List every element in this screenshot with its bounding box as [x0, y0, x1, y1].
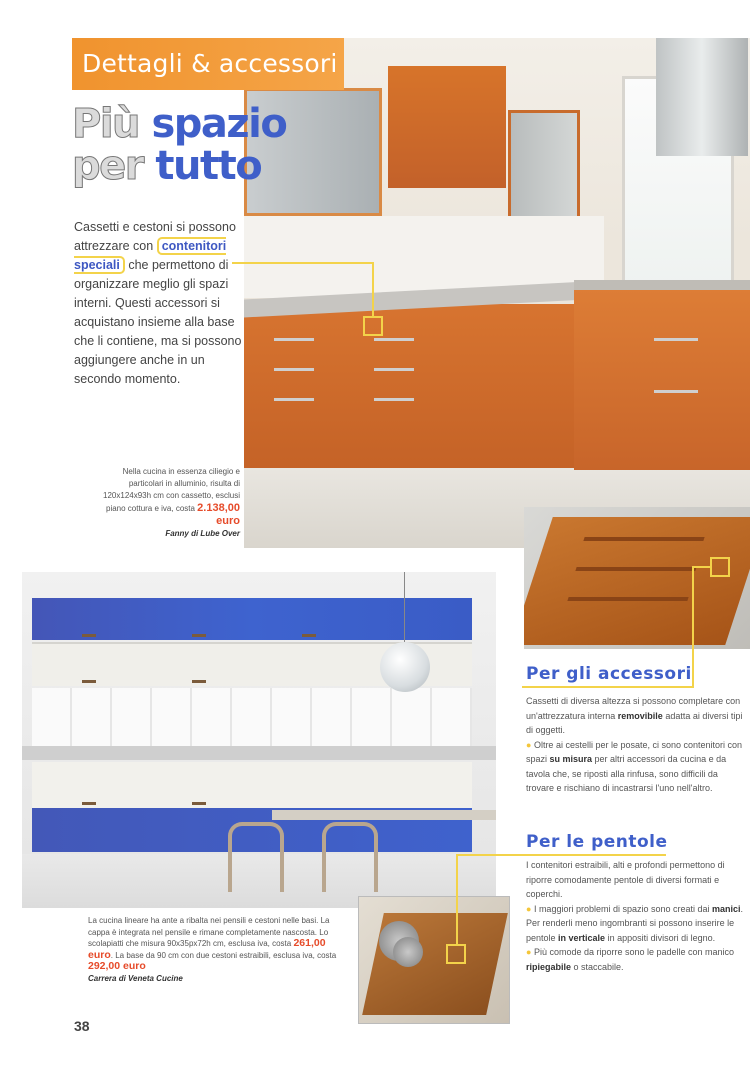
lid [393, 937, 423, 967]
dining-table [272, 810, 496, 820]
intro-paragraph [74, 218, 249, 389]
cutlery-drawer-photo [524, 507, 750, 649]
headline-word: spazio [151, 101, 287, 147]
cabinet-handle [192, 680, 206, 683]
cabinet-handle [82, 634, 96, 637]
body-text: I maggiori problemi di spazio sono creati dai [531, 903, 713, 914]
body-text: per altri accessori da cucina e da tavola che, se riposti alla rinfusa, sono difficili da trovare e rischiano di incastrarsi l'uno nell'altro. [526, 754, 727, 793]
body-text: o staccabile. [571, 961, 624, 972]
price: 292,00 euro [88, 960, 146, 972]
kitchen-photo-blue [22, 572, 496, 908]
body-text: adatta ai diversi tipi di oggetti. [526, 710, 743, 735]
kitchen-island [574, 280, 750, 470]
callout-line [692, 566, 712, 568]
tray-divider [583, 537, 704, 541]
body-text: Più comode da riporre sono le padelle con manico [531, 947, 735, 957]
drawer-handle [374, 368, 414, 371]
pan-drawer-photo [358, 896, 510, 1024]
intro-text: Cassetti e cestoni si possono attrezzare con [74, 220, 236, 253]
bold-text: removibile [617, 710, 663, 721]
headline [72, 103, 286, 187]
headline-word: per [72, 143, 156, 189]
bullet-icon: ● [526, 739, 532, 750]
callout-line [372, 262, 374, 316]
chair [322, 822, 378, 892]
chair [228, 822, 284, 892]
drawer-handle [274, 398, 314, 401]
tray-divider [567, 597, 688, 601]
drawer-handle [374, 398, 414, 401]
caption-text: La cucina lineare ha ante a ribalta nei pensili e cestoni nelle basi. La cappa è integrata nel pensile e rimane completamente nascosta. Lo scolapiatti che misura 90x35px72h cm, esclusa iva, costa [88, 916, 330, 948]
headline-word: Più [72, 101, 152, 147]
range-hood [656, 38, 748, 156]
drawer-handle [654, 338, 698, 341]
tiled-backsplash [32, 688, 472, 748]
white-base-cabinets [32, 762, 472, 808]
bold-text: in verticale [558, 932, 606, 943]
page-number: 38 [74, 1018, 90, 1034]
bold-text: manici [712, 903, 741, 914]
blue-wall-cabinets [32, 598, 472, 640]
bullet-icon: ● [526, 903, 532, 914]
caption-text: . La base da 90 cm con due cestoni estraibili, esclusa iva, costa [110, 950, 337, 960]
body-text: I contenitori estraibili, alti e profondi permettono di riporre comodamente pentole di diversi formati e coperchi. [526, 860, 725, 899]
wood-wall-cabinet [388, 66, 506, 188]
kitchen-photo-cherry [244, 38, 750, 548]
caption-top [90, 466, 240, 540]
price: 261,00 euro [88, 937, 326, 961]
callout-line [692, 568, 694, 688]
drawer-handle [374, 338, 414, 341]
pendant-lamp [380, 642, 430, 692]
body-text: in appositi divisori di legno. [605, 932, 716, 943]
cabinet-handle [192, 634, 206, 637]
cabinet-handle [82, 802, 96, 805]
callout-line [456, 854, 458, 946]
subheading-accessori: Per gli accessori [526, 664, 692, 684]
bullet-icon: ● [526, 947, 532, 957]
drawer-handle [274, 368, 314, 371]
pentole-paragraph [526, 858, 744, 974]
callout-line [456, 854, 666, 856]
callout-line [232, 262, 372, 264]
accessori-paragraph [526, 694, 744, 796]
bold-text: su misura [549, 754, 593, 764]
drawer-handle [274, 338, 314, 341]
lamp-cord [404, 572, 405, 644]
cabinet-handle [82, 680, 96, 683]
tray-divider [575, 567, 696, 571]
caption-bottom [88, 915, 350, 984]
price: 2.138,00 euro [197, 502, 240, 527]
intro-highlight: contenitori speciali [74, 239, 227, 272]
brand: Carrera di Veneta Cucine [88, 973, 183, 983]
callout-box [363, 316, 383, 336]
drawer-handle [654, 390, 698, 393]
cabinet-handle [192, 802, 206, 805]
countertop [22, 746, 496, 760]
callout-box [710, 557, 730, 577]
body-text: Oltre ai cestelli per le posate, ci sono contenitori con spazi [526, 739, 743, 764]
section-tag: Dettagli & accessori [72, 38, 344, 90]
body-text: Cassetti di diversa altezza si possono completare con un'attrezzatura interna [526, 696, 741, 721]
brand: Fanny di Lube Over [165, 529, 240, 538]
caption-text: Nella cucina in essenza ciliegio e particolari in alluminio, risulta di 120x124x93h cm con cassetto, esclusi piano cottura e iva, costa [103, 467, 240, 513]
intro-text: che permettono di organizzare meglio gli spazi interni. Questi accessori si acquistano insieme alla base che li contiene, ma si possono aggiungere anche in un secondo momento. [74, 258, 242, 386]
bold-text: ripiegabile [526, 961, 572, 972]
body-text: . Per renderli meno ingombranti si possono inserire le pentole [526, 903, 744, 943]
headline-word: tutto [155, 143, 262, 189]
subheading-pentole: Per le pentole [526, 832, 668, 852]
callout-box [446, 944, 466, 964]
callout-line [522, 686, 694, 688]
cabinet-handle [302, 634, 316, 637]
